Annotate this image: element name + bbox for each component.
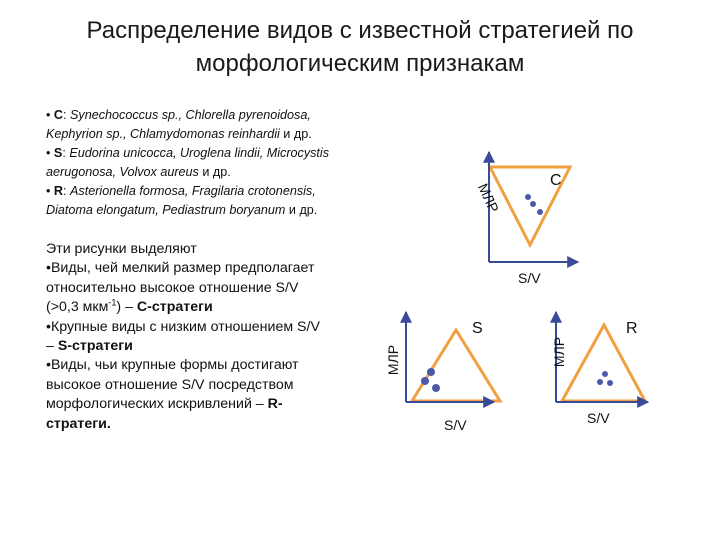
r-cell-dot <box>602 371 608 377</box>
title-line-2: морфологическим признакам <box>195 50 525 77</box>
explanation-intro: Эти рисунки выделяют <box>46 241 197 257</box>
r-mlr-label: МЛР <box>551 336 567 368</box>
species-s-code: S <box>53 146 63 160</box>
bullet-r-line-1: •Виды, чьи крупные формы достигают <box>46 357 299 374</box>
species-r-tail: и др. <box>285 203 318 217</box>
species-r-names-1: Asterionella formosa, Fragilaria crotonensis, <box>70 184 316 198</box>
bullet-r-line-2: высокое отношение S/V посредством <box>46 376 294 393</box>
species-c-names-1: Synechococcus sp., Chlorella pyrenoidosa, <box>70 108 311 122</box>
bullet-s-line-1: •Крупные виды с низким отношением S/V <box>46 318 320 335</box>
species-c-names-2: Kephyrion sp., Chlamydomonas reinhardii <box>46 127 280 141</box>
bullet-r-strategy: R- <box>267 396 283 413</box>
bullet-c-line-2: относительно высокое отношение S/V <box>46 279 299 296</box>
s-cell-dot <box>421 377 429 385</box>
bullet-s-pre: – <box>46 338 58 355</box>
s-cell-dot <box>432 384 440 392</box>
species-c-tail: и др. <box>279 127 312 141</box>
species-s-names-2: aerugonosa, Volvox aureus <box>46 165 199 179</box>
c-sv-label: S/V <box>518 270 541 286</box>
s-triangle <box>412 330 500 401</box>
species-s-line-1: • S: Eudorina unicocca, Uroglena lindii, Microcystis <box>46 146 330 160</box>
bullet-c-strategy: C-стратеги <box>136 299 213 316</box>
r-cell-dot <box>597 379 603 385</box>
species-r-line-1: • R: Asterionella formosa, Fragilaria crotonensis, <box>46 184 316 198</box>
bullet-c-mid: ) – <box>116 299 137 316</box>
s-sv-label: S/V <box>444 417 467 433</box>
species-s-names-1: Eudorina unicocca, Uroglena lindii, Microcystis <box>69 146 330 160</box>
bullet-r-pre: морфологических искривлений – <box>46 396 268 413</box>
bullet-c-text-1: Виды, чей мелкий размер предполагает <box>50 260 315 277</box>
title-line-1: Распределение видов с известной стратегией по <box>86 17 634 44</box>
species-c-code: C <box>53 108 64 122</box>
r-sv-label: S/V <box>587 410 610 426</box>
r-cell-dot <box>607 380 613 386</box>
bullet-c-sup: -1 <box>108 297 117 308</box>
s-cell-dot <box>427 368 435 376</box>
species-c-line-1: • C: Synechococcus sp., Chlorella pyrenoidosa, <box>46 108 311 122</box>
c-cell-dot <box>530 201 536 207</box>
c-cell-dot <box>537 209 543 215</box>
c-strategy-diagram <box>475 152 578 286</box>
bullet-r-strategy-end: стратеги. <box>46 415 111 432</box>
s-mlr-label: МЛР <box>385 344 401 376</box>
species-r-names-2: Diatoma elongatum, Pediastrum boryanum <box>46 203 286 217</box>
bullet-s-text-1: Крупные виды с низким отношением S/V <box>50 318 320 335</box>
bullet-c-pre: (>0,3 мкм <box>46 299 109 316</box>
r-strategy-label: R <box>626 320 638 337</box>
bullet-c-line-1: •Виды, чей мелкий размер предполагает <box>46 260 315 277</box>
species-s-tail: и др. <box>198 165 231 179</box>
bullet-r-text-1: Виды, чьи крупные формы достигают <box>50 357 299 374</box>
s-strategy-diagram <box>385 312 500 433</box>
species-r-code: R <box>53 184 64 198</box>
c-mlr-label: МЛР <box>474 180 503 215</box>
c-strategy-label: C <box>550 172 562 189</box>
c-cell-dot <box>525 194 531 200</box>
r-strategy-diagram <box>551 312 648 426</box>
s-strategy-label: S <box>472 320 483 337</box>
bullet-s-strategy: S-стратеги <box>57 338 133 355</box>
